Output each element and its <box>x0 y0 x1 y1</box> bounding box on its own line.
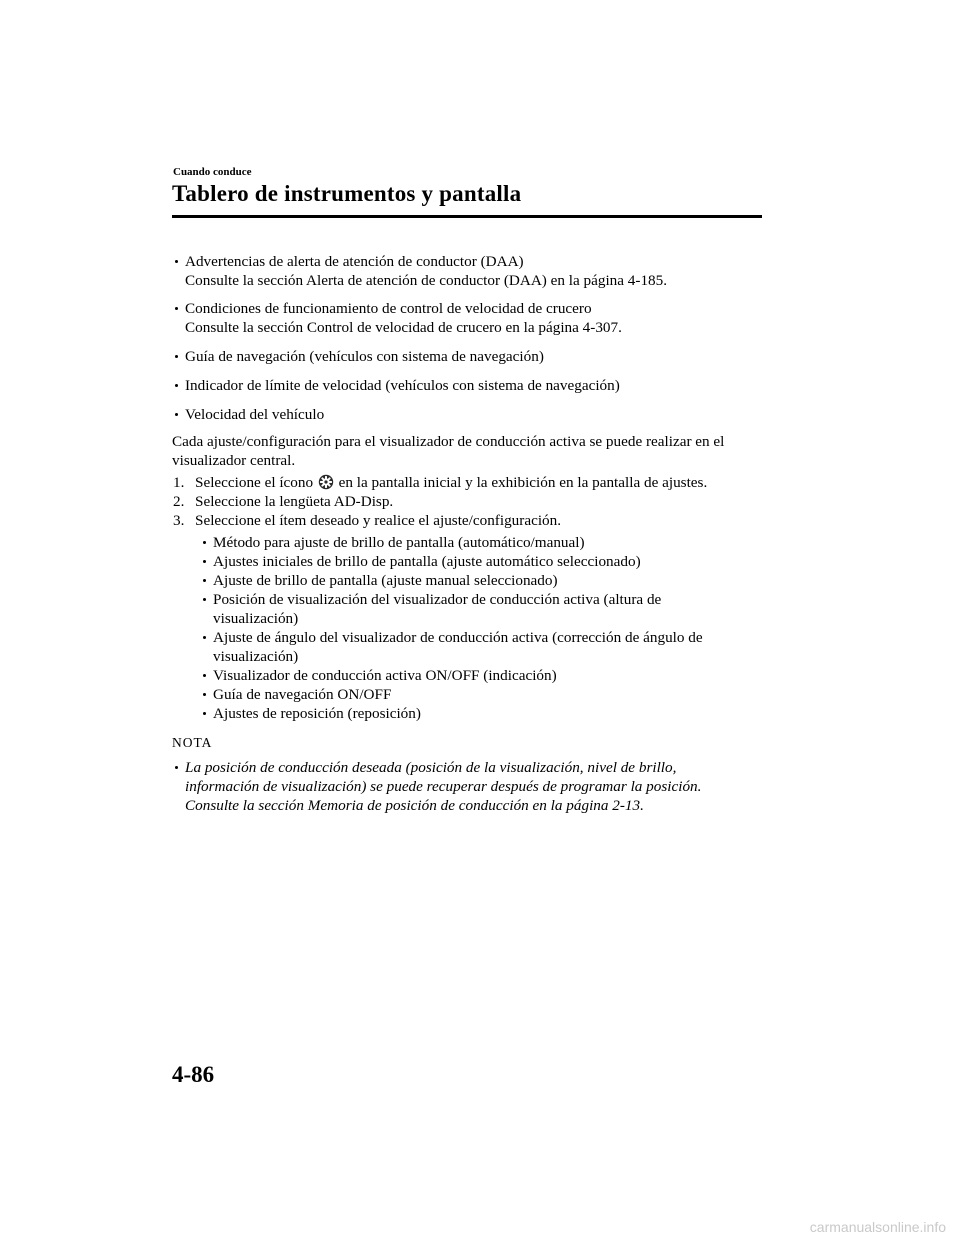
settings-item-text: Ajustes de reposición (reposición) <box>213 705 421 722</box>
bullet-dot <box>203 636 206 639</box>
settings-item <box>200 666 772 685</box>
bullet-dot <box>203 693 206 696</box>
settings-list <box>200 533 772 723</box>
page-title: Tablero de instrumentos y pantalla <box>172 181 522 206</box>
step-text-before-icon: Seleccione el ícono <box>195 474 314 491</box>
note-label: NOTA <box>172 735 213 750</box>
bullet-dot <box>175 260 178 263</box>
display-item-title: Guía de navegación (vehículos con sistema de navegación) <box>185 348 544 365</box>
title-rule <box>172 215 762 218</box>
bullet-dot <box>203 712 206 715</box>
settings-item <box>200 552 772 571</box>
display-item <box>172 252 772 290</box>
settings-item-text: Ajuste de ángulo del visualizador de conducción activa (corrección de ángulo de visualización) <box>213 629 703 665</box>
intro-paragraph: Cada ajuste/configuración para el visualizador de conducción activa se puede realizar en el visualizador central. <box>172 433 725 469</box>
bullet-dot <box>203 541 206 544</box>
step-text: Seleccione el ítem deseado y realice el ajuste/configuración. <box>195 512 562 529</box>
step-item <box>172 511 772 530</box>
display-item <box>172 347 772 366</box>
settings-item-text: Posición de visualización del visualizador de conducción activa (altura de visualización) <box>213 591 662 627</box>
settings-item-text: Ajuste de brillo de pantalla (ajuste manual seleccionado) <box>213 572 558 589</box>
step-text: Seleccione la lengüeta AD-Disp. <box>195 493 394 510</box>
settings-item <box>200 590 713 628</box>
settings-item-text: Visualizador de conducción activa ON/OFF (indicación) <box>213 667 557 684</box>
settings-item <box>200 571 772 590</box>
settings-item-text: Ajustes iniciales de brillo de pantalla (ajuste automático seleccionado) <box>213 553 641 570</box>
page-content <box>172 252 772 815</box>
bullet-dot <box>203 579 206 582</box>
page-number: 4-86 <box>172 1062 215 1087</box>
section-label: Cuando conduce <box>173 166 252 178</box>
settings-item <box>200 533 772 552</box>
steps-list <box>172 473 772 530</box>
settings-item <box>200 628 738 666</box>
bullet-dot <box>175 766 178 769</box>
bullet-dot <box>175 307 178 310</box>
display-item <box>172 299 772 337</box>
settings-item-text: Método para ajuste de brillo de pantalla (automático/manual) <box>213 534 585 551</box>
display-item-reference: Consulte la sección Alerta de atención de conductor (DAA) en la página 4-185. <box>185 272 668 289</box>
step-item <box>172 473 772 492</box>
settings-item <box>200 704 772 723</box>
bullet-dot <box>175 384 178 387</box>
settings-item-text: Guía de navegación ON/OFF <box>213 686 392 703</box>
bullet-dot <box>203 560 206 563</box>
note-reference: Consulte la sección Memoria de posición de conducción en la página 2-13. <box>185 797 644 814</box>
display-item <box>172 405 772 424</box>
bullet-dot <box>175 355 178 358</box>
note-item <box>172 758 745 815</box>
settings-item <box>200 685 772 704</box>
bullet-dot <box>203 598 206 601</box>
gear-icon <box>318 474 334 490</box>
display-item <box>172 376 772 395</box>
step-number: 2. <box>173 493 185 510</box>
display-item-title: Condiciones de funcionamiento de control de velocidad de crucero <box>185 300 592 317</box>
step-number: 3. <box>173 512 185 529</box>
display-item-title: Advertencias de alerta de atención de conductor (DAA) <box>185 253 524 270</box>
step-item <box>172 492 772 511</box>
step-number: 1. <box>173 474 185 491</box>
bullet-dot <box>203 674 206 677</box>
step-text-after-icon: en la pantalla inicial y la exhibición en la pantalla de ajustes. <box>338 474 708 491</box>
display-item-reference: Consulte la sección Control de velocidad de crucero en la página 4-307. <box>185 319 622 336</box>
display-item-title: Indicador de límite de velocidad (vehículos con sistema de navegación) <box>185 377 620 394</box>
bullet-dot <box>175 413 178 416</box>
note-text: La posición de conducción deseada (posición de la visualización, nivel de brillo, información de visualización) se puede recuperar después de programar la posición. <box>185 759 702 795</box>
watermark: carmanualsonline.info <box>809 1219 946 1235</box>
display-item-title: Velocidad del vehículo <box>185 406 325 423</box>
